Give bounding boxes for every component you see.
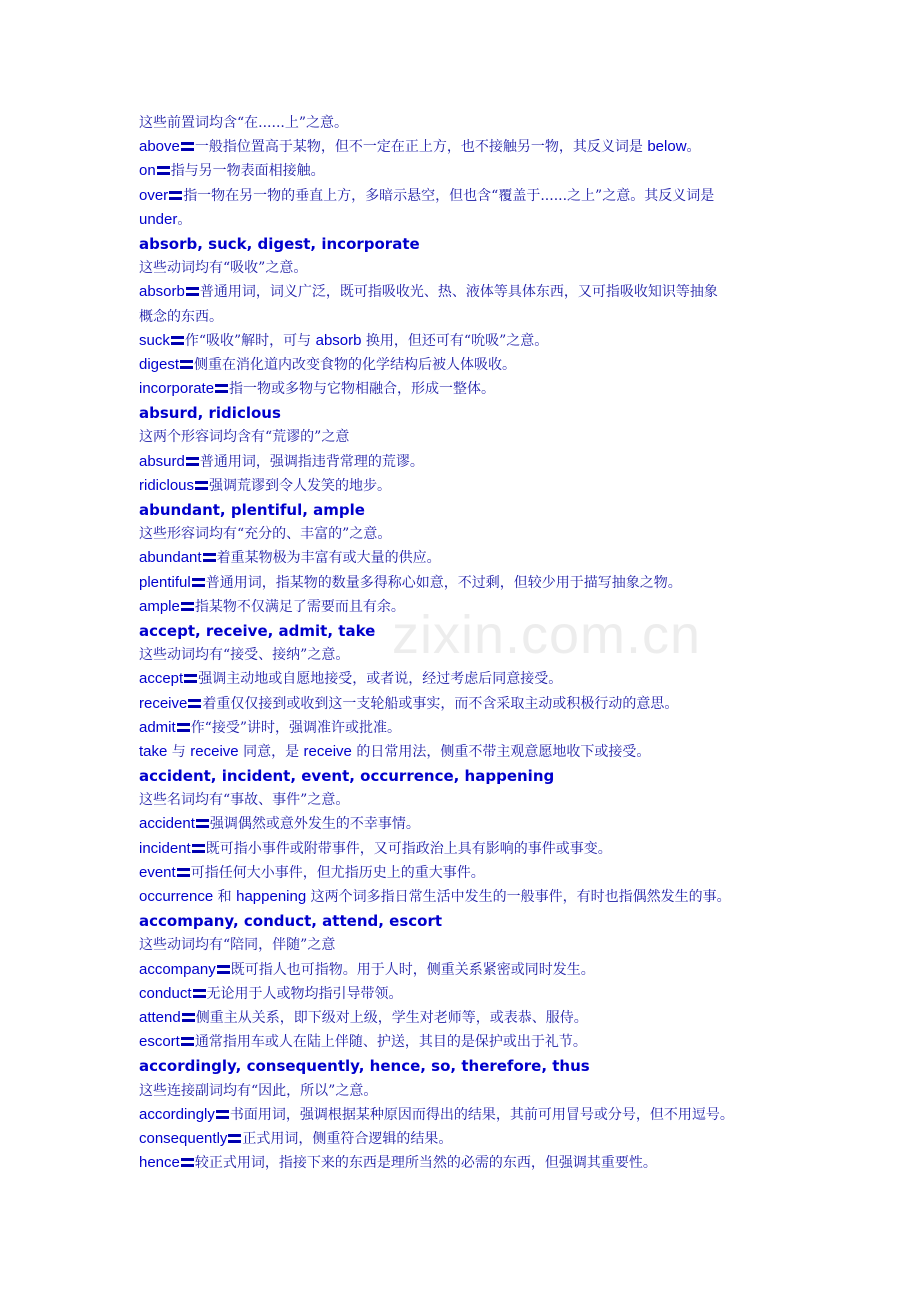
entry-line — [139, 667, 799, 691]
entry-term: abundant — [139, 549, 202, 567]
equals-icon — [171, 335, 184, 346]
equals-icon — [182, 1012, 195, 1023]
continuation-line: 概念的东西。 — [139, 308, 223, 325]
entry-definition: 指一物或多物与它物相融合，形成一整体。 — [229, 381, 496, 398]
equals-icon — [177, 722, 190, 733]
entry-term: digest — [139, 355, 180, 373]
entry-definition: 指某物不仅满足了需要而且有余。 — [194, 598, 405, 615]
entry-term: admit — [139, 718, 176, 736]
note-line — [139, 885, 799, 909]
entry-line — [139, 595, 799, 619]
entry-line — [139, 280, 799, 304]
entry-definition: 侧重在消化道内改变食物的化学结构后被人体吸收。 — [194, 356, 517, 373]
entry-definition: 强调偶然或意外发生的不幸事情。 — [209, 816, 420, 833]
group-heading: accordingly, consequently, hence, so, therefore, thus — [139, 1057, 590, 1076]
entry-definition: 普通用词，词义广泛，既可指吸收光、热、液体等具体东西，又可指吸收知识等抽象 — [199, 284, 718, 301]
entry-line — [139, 571, 799, 595]
entry-definition: 通常指用车或人在陆上伴随、护送，其目的是保护或出于礼节。 — [194, 1034, 587, 1051]
definition-word: below — [647, 138, 687, 156]
entry-term: absurd — [139, 452, 185, 470]
intro-line: 这些动词均有“接受、接纳”之意。 — [139, 647, 350, 664]
entry-definition: 侧重主从关系，即下级对上级，学生对老师等，或表恭、服侍。 — [195, 1009, 588, 1026]
entry-line — [139, 450, 799, 474]
entry-definition: 着重某物极为丰富有或大量的供应。 — [216, 550, 441, 567]
equals-icon — [193, 988, 206, 999]
entry-definition: 书面用词，强调根据某种原因而得出的结果，其前可用冒号或分号，但不用逗号。 — [229, 1106, 734, 1123]
entry-line — [139, 692, 799, 716]
entry-definition: 既可指人也可指物。用于人时，侧重关系紧密或同时发生。 — [230, 961, 595, 978]
entry-definition: 可指任何大小事件，但尤指历史上的重大事件。 — [190, 864, 485, 881]
entry-line — [139, 812, 799, 836]
equals-icon — [203, 552, 216, 563]
definition-text: 一般指位置高于某物，但不一定在正上方，也不接触另一物，其反义词是 — [194, 139, 648, 156]
entry-term: consequently — [139, 1129, 228, 1147]
entry-term: attend — [139, 1008, 181, 1026]
group-heading: absorb, suck, digest, incorporate — [139, 234, 420, 253]
definition-word: occurrence — [139, 888, 214, 905]
group-heading: absurd, ridiclous — [139, 404, 281, 423]
entry-term: absorb — [139, 283, 185, 301]
entry-line — [139, 1103, 799, 1127]
entry-definition: 着重仅仅接到或收到这一支轮船或事实，而不含采取主动或积极行动的意思。 — [202, 695, 679, 712]
definition-text: 这两个词多指日常生活中发生的一般事件，有时也指偶然发生的事。 — [306, 889, 731, 905]
definition-word: happening — [236, 888, 307, 905]
intro-line: 这些前置词均含“在......上”之意。 — [139, 115, 349, 131]
equals-icon — [180, 359, 193, 370]
definition-text: 。 — [686, 139, 701, 156]
entry-line — [139, 1151, 799, 1175]
watermark: zixin.com.cn — [392, 605, 702, 665]
entry-term: conduct — [139, 984, 192, 1002]
intro-line: 这些动词均有“吸收”之意。 — [139, 260, 308, 277]
entry-term: on — [139, 162, 156, 180]
entry-definition: 无论用于人或物均指引导带领。 — [206, 985, 403, 1002]
entry-definition — [195, 139, 701, 155]
equals-icon — [181, 1157, 194, 1168]
entry-definition — [185, 333, 548, 349]
definition-text: 同意，是 — [238, 743, 304, 760]
entry-line — [139, 958, 799, 982]
definition-text: 作“吸收”解时，可与 — [184, 332, 316, 349]
entry-term: accept — [139, 670, 184, 688]
equals-icon — [169, 190, 182, 201]
definition-text: 。 — [177, 211, 192, 228]
entry-term: accompany — [139, 960, 216, 978]
entry-line — [139, 837, 799, 861]
definition-word: receive — [190, 742, 239, 760]
equals-icon — [217, 964, 230, 975]
definition-word: under — [139, 210, 178, 228]
entry-line — [139, 1127, 799, 1151]
entry-term: hence — [139, 1154, 180, 1172]
entry-term: plentiful — [139, 573, 191, 591]
definition-word: receive — [303, 742, 352, 760]
entry-term: above — [139, 138, 180, 156]
entry-definition: 普通用词，强调指违背常理的荒谬。 — [199, 453, 424, 470]
entry-line — [139, 377, 799, 401]
entry-line — [139, 1030, 799, 1054]
definition-word: take — [139, 742, 168, 760]
entry-term: ample — [139, 597, 180, 615]
equals-icon — [196, 818, 209, 829]
intro-line: 这些名词均有“事故、事件”之意。 — [139, 792, 350, 809]
definition-text: 与 — [167, 743, 191, 760]
equals-icon — [177, 867, 190, 878]
equals-icon — [181, 141, 194, 152]
entry-line — [139, 546, 799, 570]
group-heading: accept, receive, admit, take — [139, 621, 376, 640]
equals-icon — [228, 1133, 241, 1144]
entry-line — [139, 353, 799, 377]
equals-icon — [157, 165, 170, 176]
definition-word: absorb — [315, 331, 362, 349]
entry-line — [139, 159, 799, 183]
entry-term: escort — [139, 1033, 180, 1051]
definition-text: 换用，但还可有“吮吸”之意。 — [361, 332, 549, 349]
group-heading: accompany, conduct, attend, escort — [139, 912, 443, 931]
note-line — [139, 740, 799, 764]
entry-term: event — [139, 863, 176, 881]
entry-line — [139, 1006, 799, 1030]
entry-term: suck — [139, 331, 170, 349]
entry-term: over — [139, 186, 169, 204]
entry-definition: 较正式用词，指接下来的东西是理所当然的必需的东西，但强调其重要性。 — [194, 1155, 657, 1172]
equals-icon — [216, 1109, 229, 1120]
entry-line — [139, 474, 799, 498]
entry-term: incorporate — [139, 380, 215, 398]
document-body — [139, 111, 799, 1175]
equals-icon — [181, 1036, 194, 1047]
entry-term: incident — [139, 839, 191, 857]
equals-icon — [181, 601, 194, 612]
entry-term: accordingly — [139, 1105, 215, 1123]
entry-definition: 作“接受”讲时，强调准许或批准。 — [190, 719, 402, 736]
intro-line: 这些连接副词均有“因此，所以”之意。 — [139, 1082, 378, 1099]
entry-line — [139, 184, 799, 208]
entry-definition: 既可指小事件或附带事件，又可指政治上具有影响的事件或事变。 — [205, 840, 612, 857]
entry-definition: 指一物在另一物的垂直上方，多暗示悬空，但也含“覆盖于......之上”之意。其反义词是 — [183, 187, 715, 204]
definition-text: 和 — [213, 889, 237, 905]
equals-icon — [184, 673, 197, 684]
equals-icon — [186, 456, 199, 467]
entry-line — [139, 135, 799, 159]
equals-icon — [192, 577, 205, 588]
entry-line — [139, 716, 799, 740]
continuation-line — [139, 208, 799, 232]
entry-term: accident — [139, 815, 195, 833]
entry-definition: 普通用词，指某物的数量多得称心如意，不过剩，但较少用于描写抽象之物。 — [205, 574, 682, 591]
entry-definition: 强调荒谬到令人发笑的地步。 — [209, 477, 392, 494]
definition-text: 的日常用法，侧重不带主观意愿地收下或接受。 — [351, 743, 651, 760]
entry-definition: 指与另一物表面相接触。 — [170, 163, 325, 180]
entry-definition: 强调主动地或自愿地接受，或者说，经过考虑后同意接受。 — [198, 671, 563, 688]
entry-term: ridiclous — [139, 476, 195, 494]
intro-line: 这些形容词均有“充分的、丰富的”之意。 — [139, 526, 392, 543]
equals-icon — [195, 480, 208, 491]
group-heading: accident, incident, event, occurrence, happening — [139, 767, 555, 786]
entry-line — [139, 861, 799, 885]
equals-icon — [192, 843, 205, 854]
entry-definition: 正式用词，侧重符合逻辑的结果。 — [242, 1130, 453, 1147]
entry-line — [139, 982, 799, 1006]
intro-line: 这两个形容词均含有“荒谬的”之意 — [139, 429, 350, 446]
entry-term: receive — [139, 694, 188, 712]
equals-icon — [215, 383, 228, 394]
entry-line — [139, 329, 799, 353]
equals-icon — [186, 286, 199, 297]
equals-icon — [188, 698, 201, 709]
intro-line: 这些动词均有“陪同，伴随”之意 — [139, 937, 336, 954]
group-heading: abundant, plentiful, ample — [139, 501, 365, 519]
